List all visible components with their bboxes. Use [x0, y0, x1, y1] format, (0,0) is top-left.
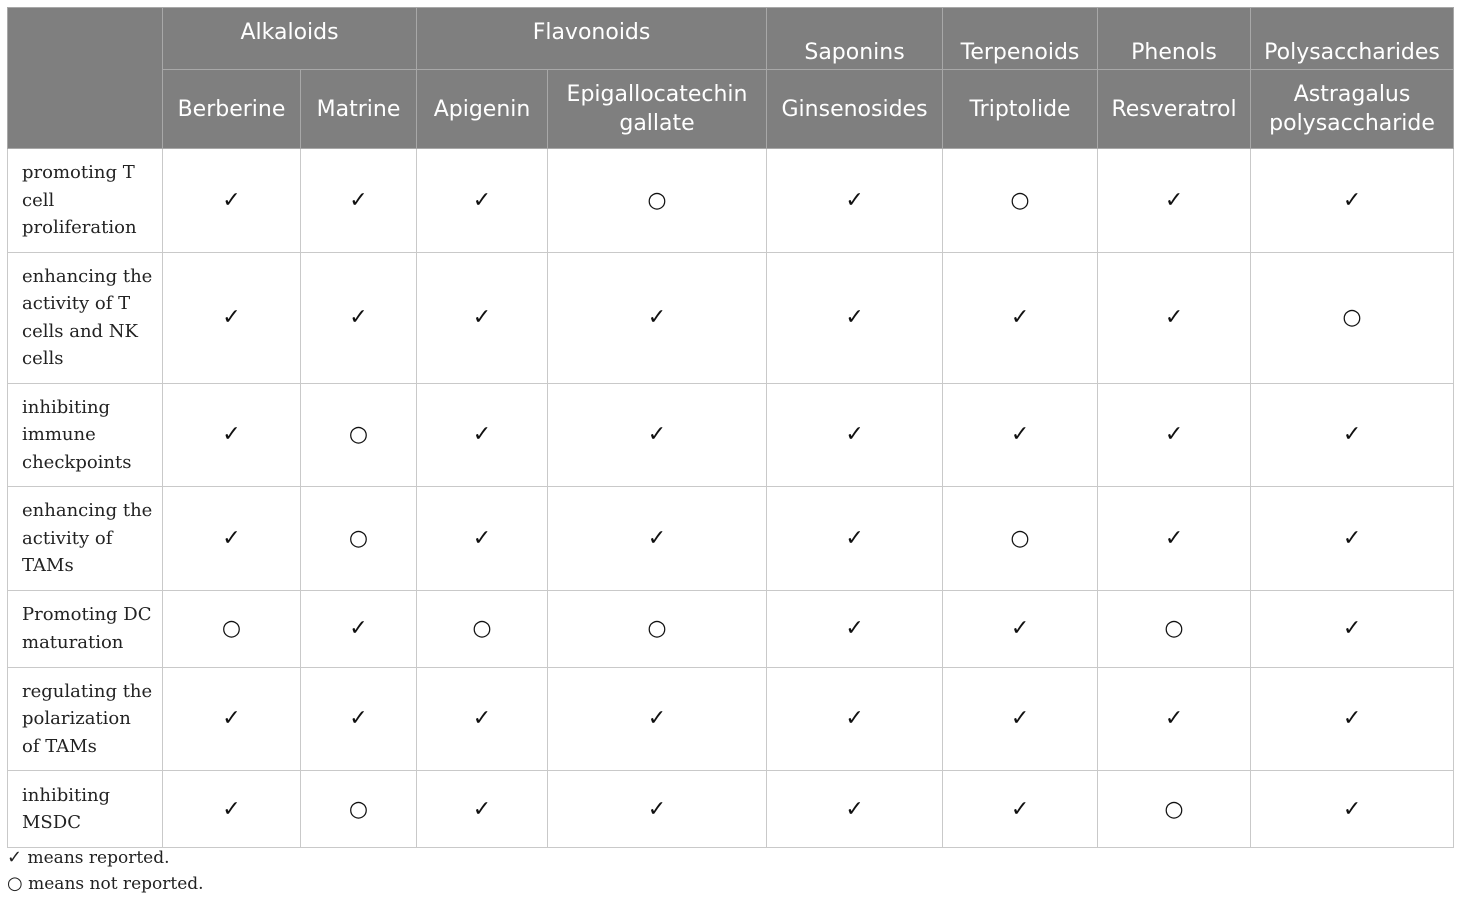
status-cell: ✓: [1251, 771, 1454, 848]
status-cell: ✓: [163, 252, 301, 383]
table-container: [7, 7, 1454, 848]
footnote-reported: [7, 845, 204, 871]
status-cell: ✓: [1251, 667, 1454, 771]
status-cell: ✓: [767, 487, 943, 591]
status-cell: ○: [943, 149, 1098, 253]
compound-header: Berberine: [163, 70, 301, 149]
compound-header: Triptolide: [943, 70, 1098, 149]
status-cell: ✓: [163, 771, 301, 848]
status-cell: ✓: [1098, 487, 1251, 591]
group-header: Phenols: [1098, 8, 1251, 70]
compound-header: Epigallocatechin gallate: [548, 70, 767, 149]
status-cell: ✓: [767, 383, 943, 487]
status-cell: ✓: [417, 149, 548, 253]
row-label: enhancing the activity of T cells and NK cells: [8, 252, 163, 383]
row-label: inhibiting immune checkpoints: [8, 383, 163, 487]
table-footnotes: [7, 845, 204, 897]
row-label: promoting T cell proliferation: [8, 149, 163, 253]
status-cell: ✓: [417, 771, 548, 848]
status-cell: ✓: [548, 667, 767, 771]
table-row: [8, 487, 1454, 591]
status-cell: ✓: [548, 252, 767, 383]
status-cell: ✓: [417, 252, 548, 383]
status-cell: ○: [1098, 771, 1251, 848]
status-cell: ✓: [163, 383, 301, 487]
status-cell: ○: [163, 590, 301, 667]
table-row: [8, 667, 1454, 771]
status-cell: ✓: [1098, 667, 1251, 771]
status-cell: ○: [417, 590, 548, 667]
row-label: enhancing the activity of TAMs: [8, 487, 163, 591]
group-header: Terpenoids: [943, 8, 1098, 70]
table-row: [8, 590, 1454, 667]
status-cell: ○: [301, 487, 417, 591]
status-cell: ✓: [767, 771, 943, 848]
status-cell: ✓: [767, 590, 943, 667]
status-cell: ○: [548, 149, 767, 253]
table-body: [8, 149, 1454, 848]
status-cell: ✓: [943, 383, 1098, 487]
status-cell: ✓: [417, 487, 548, 591]
status-cell: ✓: [1098, 252, 1251, 383]
status-cell: ✓: [1251, 383, 1454, 487]
status-cell: ✓: [417, 383, 548, 487]
check-mark-icon: ✓: [7, 847, 23, 868]
compound-effects-table: [7, 7, 1454, 848]
compound-header: Apigenin: [417, 70, 548, 149]
status-cell: ✓: [767, 252, 943, 383]
status-cell: ✓: [943, 590, 1098, 667]
status-cell: ✓: [1251, 149, 1454, 253]
status-cell: ✓: [163, 667, 301, 771]
table-row: [8, 383, 1454, 487]
footnote-not-reported: [7, 871, 204, 897]
compound-header: Astragalus polysaccharide: [1251, 70, 1454, 149]
table-row: [8, 149, 1454, 253]
footnote-not-reported-text: means not reported.: [28, 874, 204, 894]
table-row: [8, 252, 1454, 383]
status-cell: ✓: [548, 383, 767, 487]
status-cell: ✓: [1251, 590, 1454, 667]
status-cell: ✓: [943, 771, 1098, 848]
status-cell: ○: [943, 487, 1098, 591]
status-cell: ○: [1098, 590, 1251, 667]
status-cell: ✓: [301, 667, 417, 771]
footnote-reported-text: means reported.: [27, 848, 170, 868]
compound-header-row: [8, 70, 1454, 149]
status-cell: ○: [1251, 252, 1454, 383]
status-cell: ✓: [767, 667, 943, 771]
group-header: Flavonoids: [417, 8, 767, 70]
table-row: [8, 771, 1454, 848]
status-cell: ✓: [417, 667, 548, 771]
status-cell: ✓: [943, 252, 1098, 383]
status-cell: ✓: [163, 149, 301, 253]
status-cell: ✓: [548, 771, 767, 848]
group-header: Saponins: [767, 8, 943, 70]
status-cell: ✓: [1098, 383, 1251, 487]
group-header-row: [8, 8, 1454, 70]
status-cell: ✓: [767, 149, 943, 253]
status-cell: ✓: [943, 667, 1098, 771]
row-label: inhibiting MSDC: [8, 771, 163, 848]
compound-header: Ginsenosides: [767, 70, 943, 149]
status-cell: ✓: [163, 487, 301, 591]
status-cell: ✓: [301, 252, 417, 383]
status-cell: ✓: [301, 149, 417, 253]
compound-header: Resveratrol: [1098, 70, 1251, 149]
group-header: Polysaccharides: [1251, 8, 1454, 70]
status-cell: ✓: [548, 487, 767, 591]
status-cell: ✓: [301, 590, 417, 667]
circle-mark-icon: ○: [7, 873, 23, 894]
compound-header: Matrine: [301, 70, 417, 149]
row-label: regulating the polarization of TAMs: [8, 667, 163, 771]
corner-cell: [8, 8, 163, 149]
status-cell: ○: [548, 590, 767, 667]
row-label: Promoting DC maturation: [8, 590, 163, 667]
status-cell: ✓: [1251, 487, 1454, 591]
status-cell: ○: [301, 383, 417, 487]
group-header: Alkaloids: [163, 8, 417, 70]
status-cell: ✓: [1098, 149, 1251, 253]
status-cell: ○: [301, 771, 417, 848]
